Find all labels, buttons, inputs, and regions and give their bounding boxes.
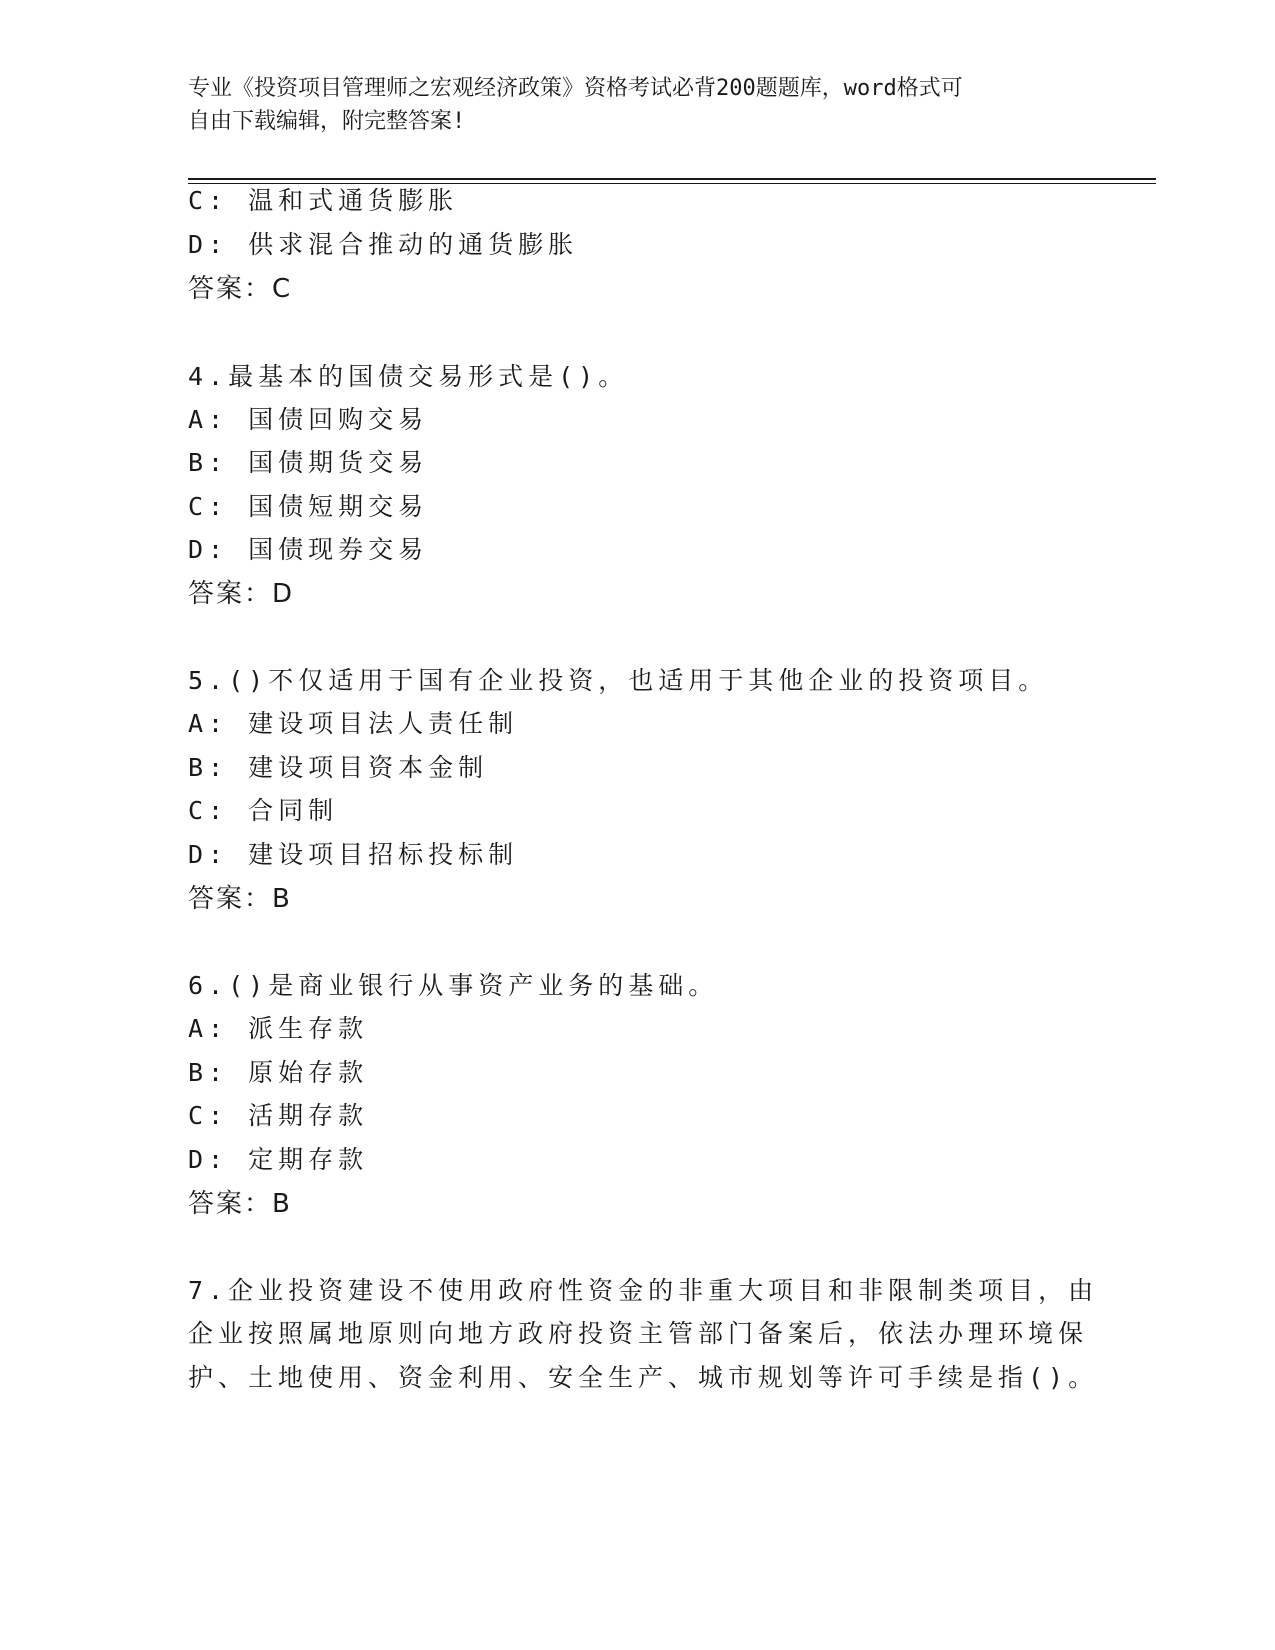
q3-option-d: D: 供求混合推动的通货膨胀 [188, 230, 579, 259]
q7-stem-line-1: 7.企业投资建设不使用政府性资金的非重大项目和非限制类项目，由 [188, 1276, 1099, 1305]
q5-option-c: C: 合同制 [188, 796, 339, 825]
q6-option-c: C: 活期存款 [188, 1101, 369, 1130]
q4-stem: 4.最基本的国债交易形式是()。 [188, 362, 629, 391]
q7-stem-line-2: 企业按照属地原则向地方政府投资主管部门备案后，依法办理环境保 [188, 1319, 1089, 1348]
q4-option-d: D: 国债现券交易 [188, 535, 429, 564]
q3-answer: 答案：C [188, 274, 293, 304]
q4-option-c: C: 国债短期交易 [188, 492, 429, 521]
header-line-1: 专业《投资项目管理师之宏观经济政策》资格考试必背200题题库，word格式可 [188, 76, 963, 101]
document-header [188, 72, 1068, 138]
q4-answer: 答案：D [188, 579, 295, 609]
q6-option-b: B: 原始存款 [188, 1058, 369, 1087]
q5-answer: 答案：B [188, 884, 292, 914]
q5-option-b: B: 建设项目资本金制 [188, 753, 489, 782]
q5-option-a: A: 建设项目法人责任制 [188, 709, 519, 738]
q4-option-a: A: 国债回购交易 [188, 405, 429, 434]
q4-option-b: B: 国债期货交易 [188, 448, 429, 477]
q6-option-d: D: 定期存款 [188, 1145, 369, 1174]
q6-option-a: A: 派生存款 [188, 1014, 369, 1043]
header-line-2: 自由下载编辑，附完整答案! [188, 109, 466, 134]
q5-stem: 5.()不仅适用于国有企业投资，也适用于其他企业的投资项目。 [188, 666, 1049, 695]
q6-answer: 答案：B [188, 1189, 292, 1219]
q3-option-c: C: 温和式通货膨胀 [188, 186, 459, 215]
q5-option-d: D: 建设项目招标投标制 [188, 840, 519, 869]
q6-stem: 6.()是商业银行从事资产业务的基础。 [188, 971, 719, 1000]
q7-stem-line-3: 护、土地使用、资金利用、安全生产、城市规划等许可手续是指()。 [188, 1363, 1099, 1392]
header-divider-thin [188, 183, 1156, 184]
header-divider-thick [188, 178, 1156, 180]
